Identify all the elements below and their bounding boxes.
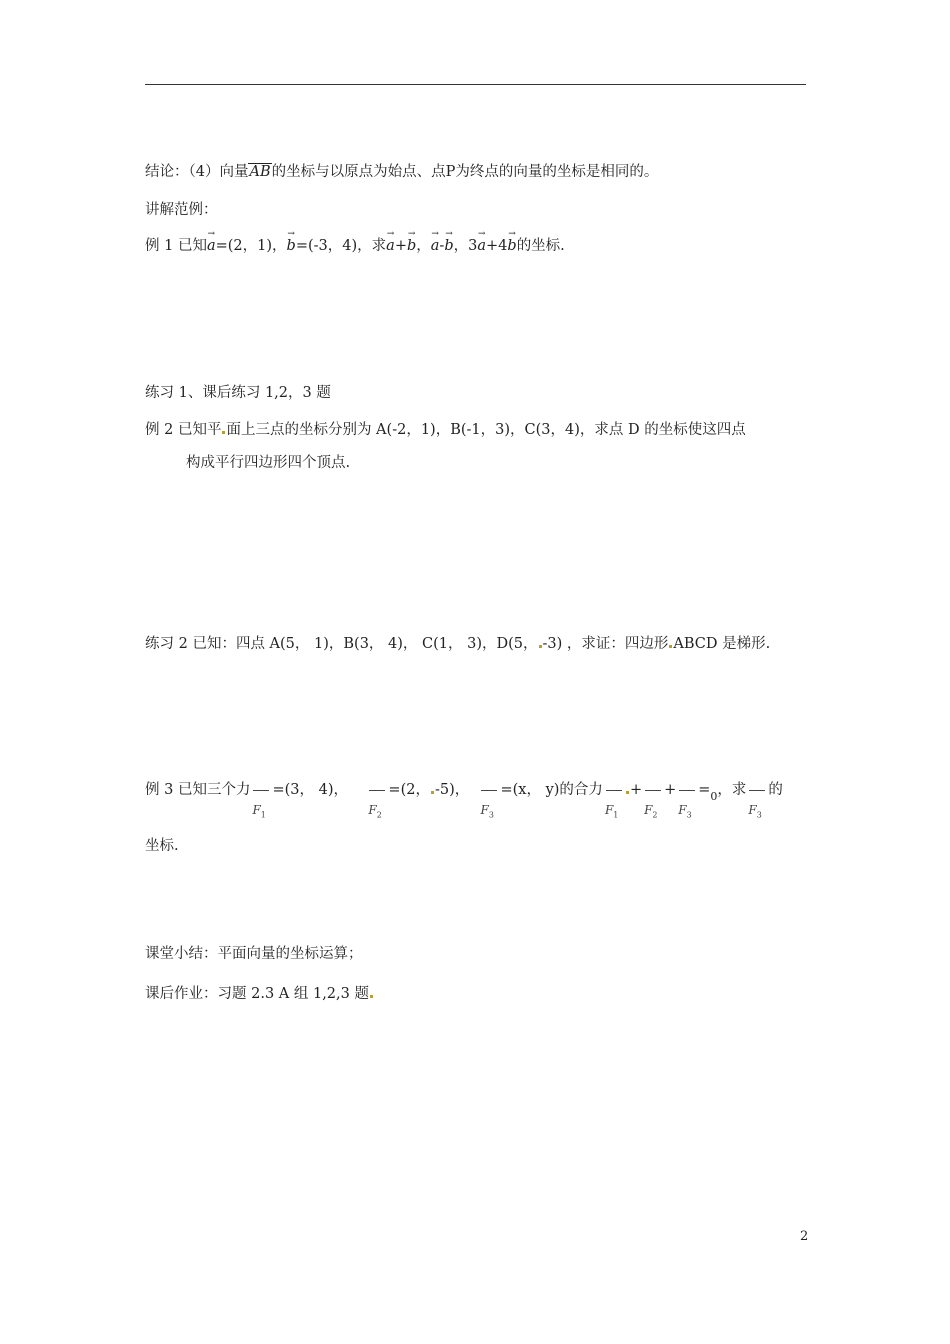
ex3-text: + <box>664 782 677 798</box>
ex1-text: 的坐标. <box>516 238 565 254</box>
vector-ab: AB <box>249 164 271 180</box>
stray-mark <box>669 645 672 648</box>
practice1-line: 练习 1、课后练习 1,2，3 题 <box>145 385 331 401</box>
examples-heading: 讲解范例： <box>145 202 218 218</box>
ex1-text: - <box>439 238 445 254</box>
ex1-text: =(2，1)， <box>215 238 287 254</box>
ex3-text: =(2， <box>388 782 430 798</box>
vector-f1: $F_1$ <box>250 780 272 800</box>
vector-b: → b <box>444 229 454 254</box>
ex1-text: ， <box>416 238 431 254</box>
vector-a: → a <box>386 229 395 254</box>
example2-line1 <box>145 420 746 440</box>
vector-b: → b <box>507 229 517 254</box>
vector-a: → a <box>206 229 216 254</box>
vector-f1: $F_1$ <box>603 780 625 800</box>
stray-mark <box>222 431 225 434</box>
vector-f3: $F_3$ <box>478 780 500 800</box>
ex2-text: 面上三点的坐标分别为 A(-2，1)，B(-1，3)，C(3，4)，求点 D 的坐标使这四点 <box>226 422 746 438</box>
ex3-text: =(3， 4)， <box>272 782 348 798</box>
ex3-text: = <box>698 782 711 798</box>
ex1-text: +4 <box>486 238 508 254</box>
practice2-line <box>145 634 770 654</box>
ex3-text: + <box>629 782 643 798</box>
ex3-text: -5)， <box>434 782 470 798</box>
example1-line <box>145 229 565 256</box>
example3-line1 <box>145 780 783 820</box>
pr2-text: ABCD 是梯形. <box>673 636 771 652</box>
stray-mark <box>370 995 373 998</box>
vector-a: → a <box>430 229 440 254</box>
ex1-text: ，3 <box>453 238 478 254</box>
homework-text: 课后作业：习题 2.3 A 组 1,2,3 题 <box>145 986 369 1002</box>
vector-f3: $F_3$ <box>676 780 698 800</box>
ex2-text: 例 2 已知平 <box>145 422 222 438</box>
conclusion-prefix: 结论：（4）向量 <box>145 164 249 180</box>
vector-b: → b <box>286 229 296 254</box>
stray-mark <box>539 645 542 648</box>
summary-line: 课堂小结：平面向量的坐标运算； <box>145 946 363 962</box>
header-rule <box>145 84 806 85</box>
stray-mark <box>431 791 434 794</box>
pr2-text: 练习 2 已知：四点 A(5， 1)，B(3， 4)， C(1， 3)，D(5， <box>145 636 538 652</box>
vector-a: → a <box>477 229 487 254</box>
example2-line2: 构成平行四边形四个顶点. <box>186 455 351 471</box>
ex1-text: 例 1 已知 <box>145 238 207 254</box>
page-number: 2 <box>800 1229 809 1244</box>
ex3-text: ，求 <box>717 782 747 798</box>
ex1-text: + <box>394 238 407 254</box>
ex3-text: =(x， y)的合力 <box>500 782 603 798</box>
vector-f2: $F_2$ <box>642 780 664 800</box>
conclusion-line <box>145 162 658 182</box>
conclusion-suffix: 的坐标与以原点为始点、点P为终点的向量的坐标是相同的。 <box>271 164 659 180</box>
example3-line2: 坐标. <box>145 838 179 854</box>
stray-mark <box>626 791 629 794</box>
pr2-text: -3) ，求证：四边形 <box>542 636 669 652</box>
vector-f2: $F_2$ <box>366 780 388 800</box>
zero-vector: 0 <box>710 790 718 803</box>
ex3-text: 例 3 已知三个力 <box>145 782 251 798</box>
ex3-text: 的 <box>768 782 783 798</box>
ex1-text: =(-3，4)，求 <box>295 238 387 254</box>
vector-b: → b <box>406 229 417 254</box>
vector-f3: $F_3$ <box>746 780 768 800</box>
homework-line <box>145 984 374 1004</box>
